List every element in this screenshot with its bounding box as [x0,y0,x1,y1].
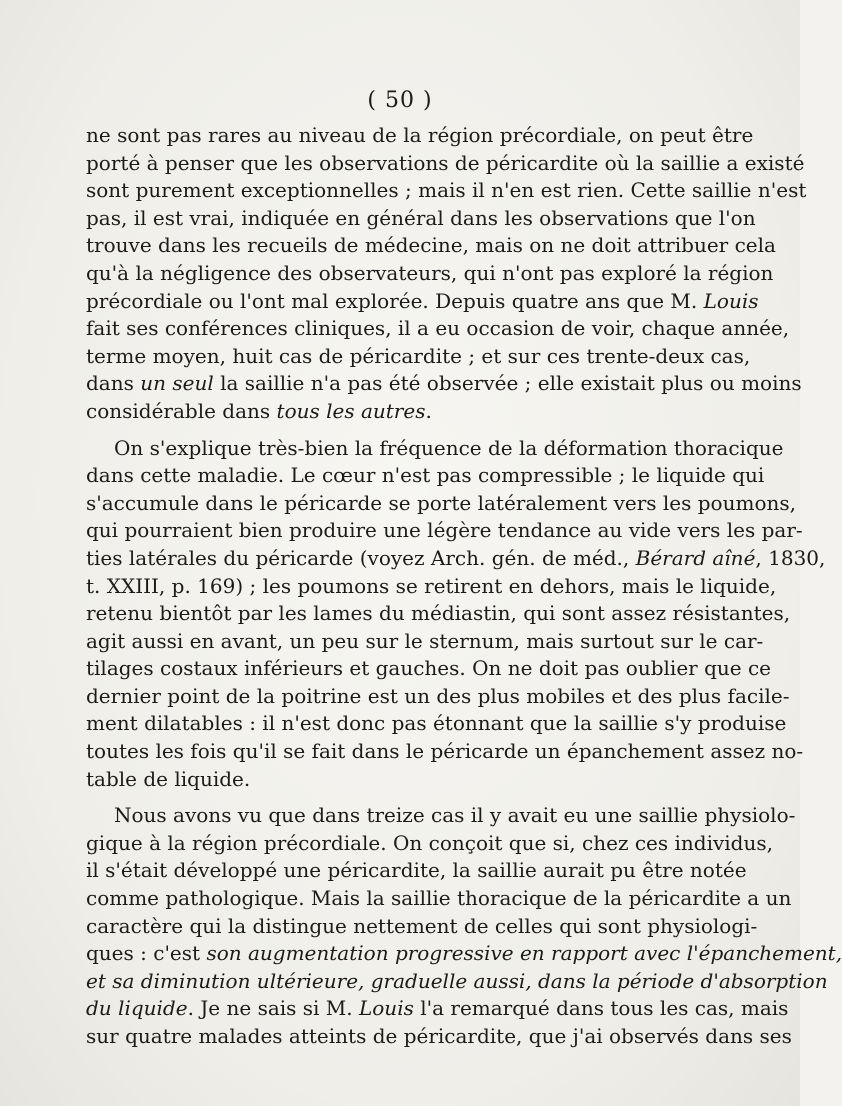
italic-phrase: tous les autres [276,398,426,423]
text-run: l'a remarqué dans tous les cas, mais [413,996,789,1021]
text-line: ne sont pas rares au niveau de la région précordiale, on peut être [86,123,754,147]
text-line: toutes les fois qu'il se fait dans le péricarde un épanchement assez no- [86,739,804,764]
text-line: tilages costaux inférieurs et gauches. On ne doit pas oublier que ce [86,656,771,681]
italic-phrase: et sa diminution ultérieure, graduelle aussi, dans la période d'absorption [86,968,828,993]
text-line: caractère qui la distingue nettement de celles qui sont physiologi- [86,913,758,938]
italic-phrase: un seul [140,371,214,396]
paragraph [86,435,826,794]
text-line: gique à la région précordiale. On conçoit que si, chez ces individus, [86,830,773,855]
text-line: On s'explique très-bien la fréquence de la déformation thoracique [114,435,784,460]
text-line: dernier point de la poitrine est un des plus mobiles et des plus facile- [86,683,790,708]
text-line [86,940,842,968]
text-line: sur quatre malades atteints de péricardite, que j'ai observés dans ses [86,1024,792,1048]
text-line: s'accumule dans le péricarde se porte latéralement vers les poumons, [86,490,796,515]
page-number: ( 50 ) [367,88,433,113]
text-line: comme pathologique. Mais la saillie thoracique de la péricardite a un [86,886,792,911]
text-line: t. XXIII, p. 169) ; les poumons se retirent en dehors, mais le liquide, [86,573,777,598]
text-run: ties latérales du péricarde (voyez Arch. gén. de méd., [86,545,636,570]
text-line [86,288,759,316]
text-line: fait ses conférences cliniques, il a eu occasion de voir, chaque année, [86,316,790,341]
text-line: dans cette maladie. Le cœur n'est pas compressible ; le liquide qui [86,463,765,488]
italic-phrase: son augmentation progressive en rapport avec l'épanchement, [206,941,842,966]
text-line: pas, il est vrai, indiquée en général dans les observations que l'on [86,205,756,230]
text-line: sont purement exceptionnelles ; mais il n'en est rien. Cette saillie n'est [86,178,807,203]
text-line [86,545,826,573]
paragraph [86,802,842,1050]
text-line [86,968,828,996]
text-line: il s'était développé une péricardite, la saillie aurait pu être notée [86,858,747,883]
text-run: ques : c'est [86,941,207,966]
text-line: porté à penser que les observations de péricardite où la saillie a existé [86,150,805,175]
italic-phrase: du liquide [86,996,188,1021]
text-run: , 1830, [755,545,826,570]
text-run: la saillie n'a pas été observée ; elle existait plus ou moins [213,371,802,396]
text-line: retenu bientôt par les lames du médiastin, qui sont assez résistantes, [86,601,791,626]
text-body [86,122,842,1051]
italic-name: Louis [703,288,759,313]
text-line [86,370,802,398]
text-line: ment dilatables : il n'est donc pas étonnant que la saillie s'y produise [86,711,787,736]
text-run: considérable dans [86,398,277,423]
text-line: table de liquide. [86,766,251,791]
text-run: précordiale ou l'ont mal explorée. Depuis quatre ans que M. [86,288,704,313]
text-run: . Je ne sais si M. [187,996,359,1021]
italic-name: Louis [358,996,414,1021]
paragraph [86,122,807,426]
text-line: qui pourraient bien produire une légère tendance au vide vers les par- [86,518,803,543]
text-run: dans [86,371,141,396]
text-line: trouve dans les recueils de médecine, mais on ne doit attribuer cela [86,233,776,258]
text-line: Nous avons vu que dans treize cas il y avait eu une saillie physiolo- [114,803,796,828]
italic-name: Bérard aîné [635,545,756,570]
text-line [86,995,789,1023]
text-line: agit aussi en avant, un peu sur le sternum, mais surtout sur le car- [86,628,764,653]
text-line: terme moyen, huit cas de péricardite ; et sur ces trente-deux cas, [86,343,751,368]
text-line: qu'à la négligence des observateurs, qui n'ont pas exploré la région [86,260,774,285]
text-line [86,398,710,426]
text-run: . [425,398,432,423]
